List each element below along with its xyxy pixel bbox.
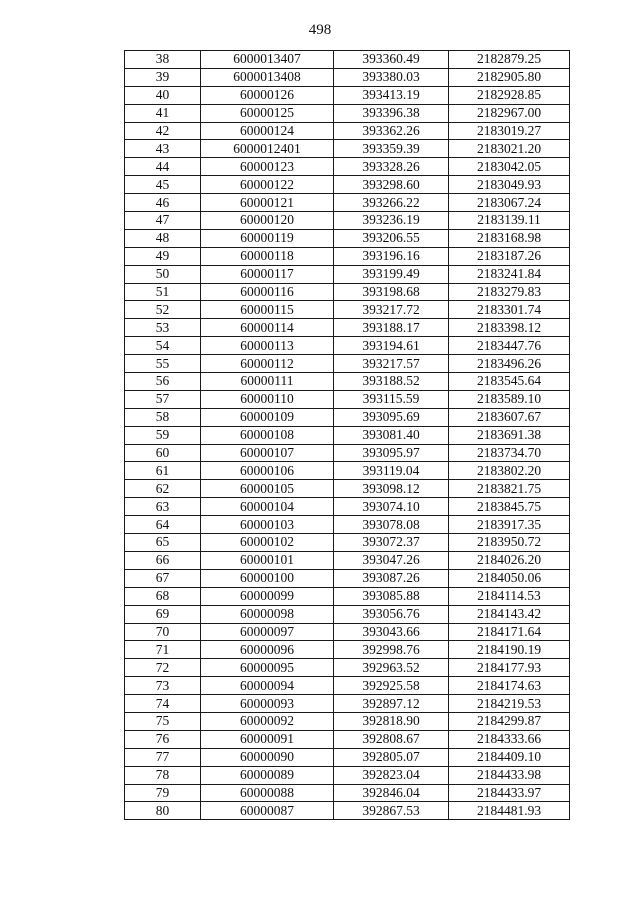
- point-id-cell: 60000097: [201, 623, 334, 641]
- point-id-cell: 60000098: [201, 605, 334, 623]
- x-coordinate-cell: 393098.12: [334, 480, 449, 498]
- x-coordinate-cell: 393056.76: [334, 605, 449, 623]
- table-row: [125, 641, 570, 659]
- table-row: [125, 569, 570, 587]
- row-index-cell: 52: [125, 301, 201, 319]
- point-id-cell: 60000120: [201, 212, 334, 230]
- x-coordinate-cell: 393328.26: [334, 158, 449, 176]
- point-id-cell: 60000103: [201, 516, 334, 534]
- row-index-cell: 71: [125, 641, 201, 659]
- y-coordinate-cell: 2184433.98: [449, 766, 570, 784]
- row-index-cell: 55: [125, 355, 201, 373]
- table-row: [125, 426, 570, 444]
- table-row: [125, 140, 570, 158]
- row-index-cell: 53: [125, 319, 201, 337]
- row-index-cell: 43: [125, 140, 201, 158]
- y-coordinate-cell: 2184409.10: [449, 748, 570, 766]
- row-index-cell: 57: [125, 390, 201, 408]
- point-id-cell: 60000123: [201, 158, 334, 176]
- y-coordinate-cell: 2183042.05: [449, 158, 570, 176]
- row-index-cell: 68: [125, 587, 201, 605]
- x-coordinate-cell: 393085.88: [334, 587, 449, 605]
- y-coordinate-cell: 2183821.75: [449, 480, 570, 498]
- row-index-cell: 66: [125, 551, 201, 569]
- point-id-cell: 60000094: [201, 677, 334, 695]
- point-id-cell: 60000101: [201, 551, 334, 569]
- row-index-cell: 49: [125, 247, 201, 265]
- y-coordinate-cell: 2183398.12: [449, 319, 570, 337]
- row-index-cell: 75: [125, 712, 201, 730]
- point-id-cell: 60000105: [201, 480, 334, 498]
- table-row: [125, 534, 570, 552]
- table-row: [125, 802, 570, 820]
- row-index-cell: 77: [125, 748, 201, 766]
- table-row: [125, 283, 570, 301]
- table-row: [125, 158, 570, 176]
- row-index-cell: 80: [125, 802, 201, 820]
- row-index-cell: 64: [125, 516, 201, 534]
- table-row: [125, 86, 570, 104]
- table-row: [125, 319, 570, 337]
- x-coordinate-cell: 393380.03: [334, 68, 449, 86]
- y-coordinate-cell: 2184433.97: [449, 784, 570, 802]
- table-row: [125, 444, 570, 462]
- table-row: [125, 301, 570, 319]
- x-coordinate-cell: 393074.10: [334, 498, 449, 516]
- point-id-cell: 60000121: [201, 194, 334, 212]
- x-coordinate-cell: 393298.60: [334, 176, 449, 194]
- row-index-cell: 74: [125, 695, 201, 713]
- y-coordinate-cell: 2184333.66: [449, 730, 570, 748]
- x-coordinate-cell: 393217.57: [334, 355, 449, 373]
- y-coordinate-cell: 2183845.75: [449, 498, 570, 516]
- x-coordinate-cell: 393359.39: [334, 140, 449, 158]
- table-row: [125, 408, 570, 426]
- y-coordinate-cell: 2183168.98: [449, 229, 570, 247]
- row-index-cell: 44: [125, 158, 201, 176]
- y-coordinate-cell: 2183139.11: [449, 212, 570, 230]
- y-coordinate-cell: 2183589.10: [449, 390, 570, 408]
- table-row: [125, 516, 570, 534]
- coordinate-table-body: [125, 51, 570, 820]
- point-id-cell: 60000088: [201, 784, 334, 802]
- row-index-cell: 39: [125, 68, 201, 86]
- point-id-cell: 60000116: [201, 283, 334, 301]
- point-id-cell: 60000093: [201, 695, 334, 713]
- x-coordinate-cell: 392805.07: [334, 748, 449, 766]
- row-index-cell: 61: [125, 462, 201, 480]
- x-coordinate-cell: 393043.66: [334, 623, 449, 641]
- point-id-cell: 60000091: [201, 730, 334, 748]
- y-coordinate-cell: 2183950.72: [449, 534, 570, 552]
- row-index-cell: 69: [125, 605, 201, 623]
- point-id-cell: 6000013407: [201, 51, 334, 69]
- row-index-cell: 79: [125, 784, 201, 802]
- x-coordinate-cell: 393072.37: [334, 534, 449, 552]
- x-coordinate-cell: 393087.26: [334, 569, 449, 587]
- y-coordinate-cell: 2184171.64: [449, 623, 570, 641]
- x-coordinate-cell: 393206.55: [334, 229, 449, 247]
- y-coordinate-cell: 2182879.25: [449, 51, 570, 69]
- table-row: [125, 551, 570, 569]
- table-row: [125, 104, 570, 122]
- y-coordinate-cell: 2183496.26: [449, 355, 570, 373]
- table-row: [125, 712, 570, 730]
- point-id-cell: 60000118: [201, 247, 334, 265]
- row-index-cell: 51: [125, 283, 201, 301]
- y-coordinate-cell: 2184481.93: [449, 802, 570, 820]
- x-coordinate-cell: 393196.16: [334, 247, 449, 265]
- point-id-cell: 60000104: [201, 498, 334, 516]
- row-index-cell: 50: [125, 265, 201, 283]
- row-index-cell: 70: [125, 623, 201, 641]
- y-coordinate-cell: 2183447.76: [449, 337, 570, 355]
- x-coordinate-cell: 392818.90: [334, 712, 449, 730]
- point-id-cell: 60000092: [201, 712, 334, 730]
- row-index-cell: 59: [125, 426, 201, 444]
- x-coordinate-cell: 392897.12: [334, 695, 449, 713]
- point-id-cell: 6000012401: [201, 140, 334, 158]
- y-coordinate-cell: 2183802.20: [449, 462, 570, 480]
- coordinate-table: [124, 50, 570, 820]
- table-row: [125, 587, 570, 605]
- table-row: [125, 784, 570, 802]
- y-coordinate-cell: 2184026.20: [449, 551, 570, 569]
- point-id-cell: 60000087: [201, 802, 334, 820]
- x-coordinate-cell: 392925.58: [334, 677, 449, 695]
- table-row: [125, 355, 570, 373]
- point-id-cell: 60000115: [201, 301, 334, 319]
- y-coordinate-cell: 2182967.00: [449, 104, 570, 122]
- x-coordinate-cell: 393198.68: [334, 283, 449, 301]
- x-coordinate-cell: 393095.69: [334, 408, 449, 426]
- y-coordinate-cell: 2182928.85: [449, 86, 570, 104]
- x-coordinate-cell: 393217.72: [334, 301, 449, 319]
- y-coordinate-cell: 2183019.27: [449, 122, 570, 140]
- x-coordinate-cell: 393396.38: [334, 104, 449, 122]
- x-coordinate-cell: 393115.59: [334, 390, 449, 408]
- table-row: [125, 480, 570, 498]
- x-coordinate-cell: 393199.49: [334, 265, 449, 283]
- x-coordinate-cell: 393081.40: [334, 426, 449, 444]
- row-index-cell: 58: [125, 408, 201, 426]
- table-row: [125, 695, 570, 713]
- x-coordinate-cell: 393236.19: [334, 212, 449, 230]
- table-row: [125, 247, 570, 265]
- table-row: [125, 122, 570, 140]
- table-row: [125, 390, 570, 408]
- point-id-cell: 60000110: [201, 390, 334, 408]
- row-index-cell: 76: [125, 730, 201, 748]
- row-index-cell: 38: [125, 51, 201, 69]
- x-coordinate-cell: 392823.04: [334, 766, 449, 784]
- x-coordinate-cell: 393095.97: [334, 444, 449, 462]
- row-index-cell: 63: [125, 498, 201, 516]
- x-coordinate-cell: 393188.52: [334, 373, 449, 391]
- table-row: [125, 229, 570, 247]
- row-index-cell: 42: [125, 122, 201, 140]
- table-row: [125, 498, 570, 516]
- row-index-cell: 65: [125, 534, 201, 552]
- y-coordinate-cell: 2183734.70: [449, 444, 570, 462]
- point-id-cell: 60000106: [201, 462, 334, 480]
- table-row: [125, 730, 570, 748]
- x-coordinate-cell: 392846.04: [334, 784, 449, 802]
- row-index-cell: 41: [125, 104, 201, 122]
- point-id-cell: 60000119: [201, 229, 334, 247]
- y-coordinate-cell: 2183545.64: [449, 373, 570, 391]
- point-id-cell: 60000126: [201, 86, 334, 104]
- point-id-cell: 60000107: [201, 444, 334, 462]
- y-coordinate-cell: 2184190.19: [449, 641, 570, 659]
- row-index-cell: 40: [125, 86, 201, 104]
- row-index-cell: 48: [125, 229, 201, 247]
- y-coordinate-cell: 2184143.42: [449, 605, 570, 623]
- point-id-cell: 60000089: [201, 766, 334, 784]
- point-id-cell: 60000090: [201, 748, 334, 766]
- row-index-cell: 56: [125, 373, 201, 391]
- row-index-cell: 60: [125, 444, 201, 462]
- x-coordinate-cell: 393266.22: [334, 194, 449, 212]
- table-row: [125, 176, 570, 194]
- y-coordinate-cell: 2183301.74: [449, 301, 570, 319]
- row-index-cell: 62: [125, 480, 201, 498]
- row-index-cell: 72: [125, 659, 201, 677]
- y-coordinate-cell: 2183917.35: [449, 516, 570, 534]
- table-row: [125, 68, 570, 86]
- table-row: [125, 748, 570, 766]
- page-number: 498: [308, 22, 332, 38]
- x-coordinate-cell: 393188.17: [334, 319, 449, 337]
- x-coordinate-cell: 393078.08: [334, 516, 449, 534]
- point-id-cell: 60000114: [201, 319, 334, 337]
- point-id-cell: 60000117: [201, 265, 334, 283]
- y-coordinate-cell: 2184299.87: [449, 712, 570, 730]
- point-id-cell: 60000102: [201, 534, 334, 552]
- x-coordinate-cell: 393360.49: [334, 51, 449, 69]
- row-index-cell: 54: [125, 337, 201, 355]
- point-id-cell: 60000124: [201, 122, 334, 140]
- point-id-cell: 60000125: [201, 104, 334, 122]
- table-row: [125, 462, 570, 480]
- table-row: [125, 373, 570, 391]
- table-row: [125, 194, 570, 212]
- y-coordinate-cell: 2182905.80: [449, 68, 570, 86]
- point-id-cell: 60000108: [201, 426, 334, 444]
- y-coordinate-cell: 2183021.20: [449, 140, 570, 158]
- table-row: [125, 212, 570, 230]
- table-row: [125, 623, 570, 641]
- table-row: [125, 766, 570, 784]
- x-coordinate-cell: 393362.26: [334, 122, 449, 140]
- y-coordinate-cell: 2183067.24: [449, 194, 570, 212]
- table-row: [125, 605, 570, 623]
- x-coordinate-cell: 393119.04: [334, 462, 449, 480]
- x-coordinate-cell: 392867.53: [334, 802, 449, 820]
- x-coordinate-cell: 392963.52: [334, 659, 449, 677]
- point-id-cell: 60000112: [201, 355, 334, 373]
- row-index-cell: 73: [125, 677, 201, 695]
- point-id-cell: 60000122: [201, 176, 334, 194]
- x-coordinate-cell: 392808.67: [334, 730, 449, 748]
- y-coordinate-cell: 2183691.38: [449, 426, 570, 444]
- point-id-cell: 6000013408: [201, 68, 334, 86]
- y-coordinate-cell: 2184050.06: [449, 569, 570, 587]
- table-row: [125, 265, 570, 283]
- y-coordinate-cell: 2184174.63: [449, 677, 570, 695]
- point-id-cell: 60000100: [201, 569, 334, 587]
- y-coordinate-cell: 2184114.53: [449, 587, 570, 605]
- point-id-cell: 60000099: [201, 587, 334, 605]
- point-id-cell: 60000109: [201, 408, 334, 426]
- row-index-cell: 78: [125, 766, 201, 784]
- y-coordinate-cell: 2183049.93: [449, 176, 570, 194]
- x-coordinate-cell: 393047.26: [334, 551, 449, 569]
- table-row: [125, 51, 570, 69]
- point-id-cell: 60000096: [201, 641, 334, 659]
- x-coordinate-cell: 393413.19: [334, 86, 449, 104]
- y-coordinate-cell: 2184219.53: [449, 695, 570, 713]
- point-id-cell: 60000095: [201, 659, 334, 677]
- x-coordinate-cell: 393194.61: [334, 337, 449, 355]
- row-index-cell: 47: [125, 212, 201, 230]
- point-id-cell: 60000111: [201, 373, 334, 391]
- x-coordinate-cell: 392998.76: [334, 641, 449, 659]
- y-coordinate-cell: 2183241.84: [449, 265, 570, 283]
- table-row: [125, 677, 570, 695]
- y-coordinate-cell: 2183279.83: [449, 283, 570, 301]
- y-coordinate-cell: 2183187.26: [449, 247, 570, 265]
- point-id-cell: 60000113: [201, 337, 334, 355]
- table-row: [125, 659, 570, 677]
- row-index-cell: 67: [125, 569, 201, 587]
- row-index-cell: 45: [125, 176, 201, 194]
- table-row: [125, 337, 570, 355]
- row-index-cell: 46: [125, 194, 201, 212]
- y-coordinate-cell: 2184177.93: [449, 659, 570, 677]
- y-coordinate-cell: 2183607.67: [449, 408, 570, 426]
